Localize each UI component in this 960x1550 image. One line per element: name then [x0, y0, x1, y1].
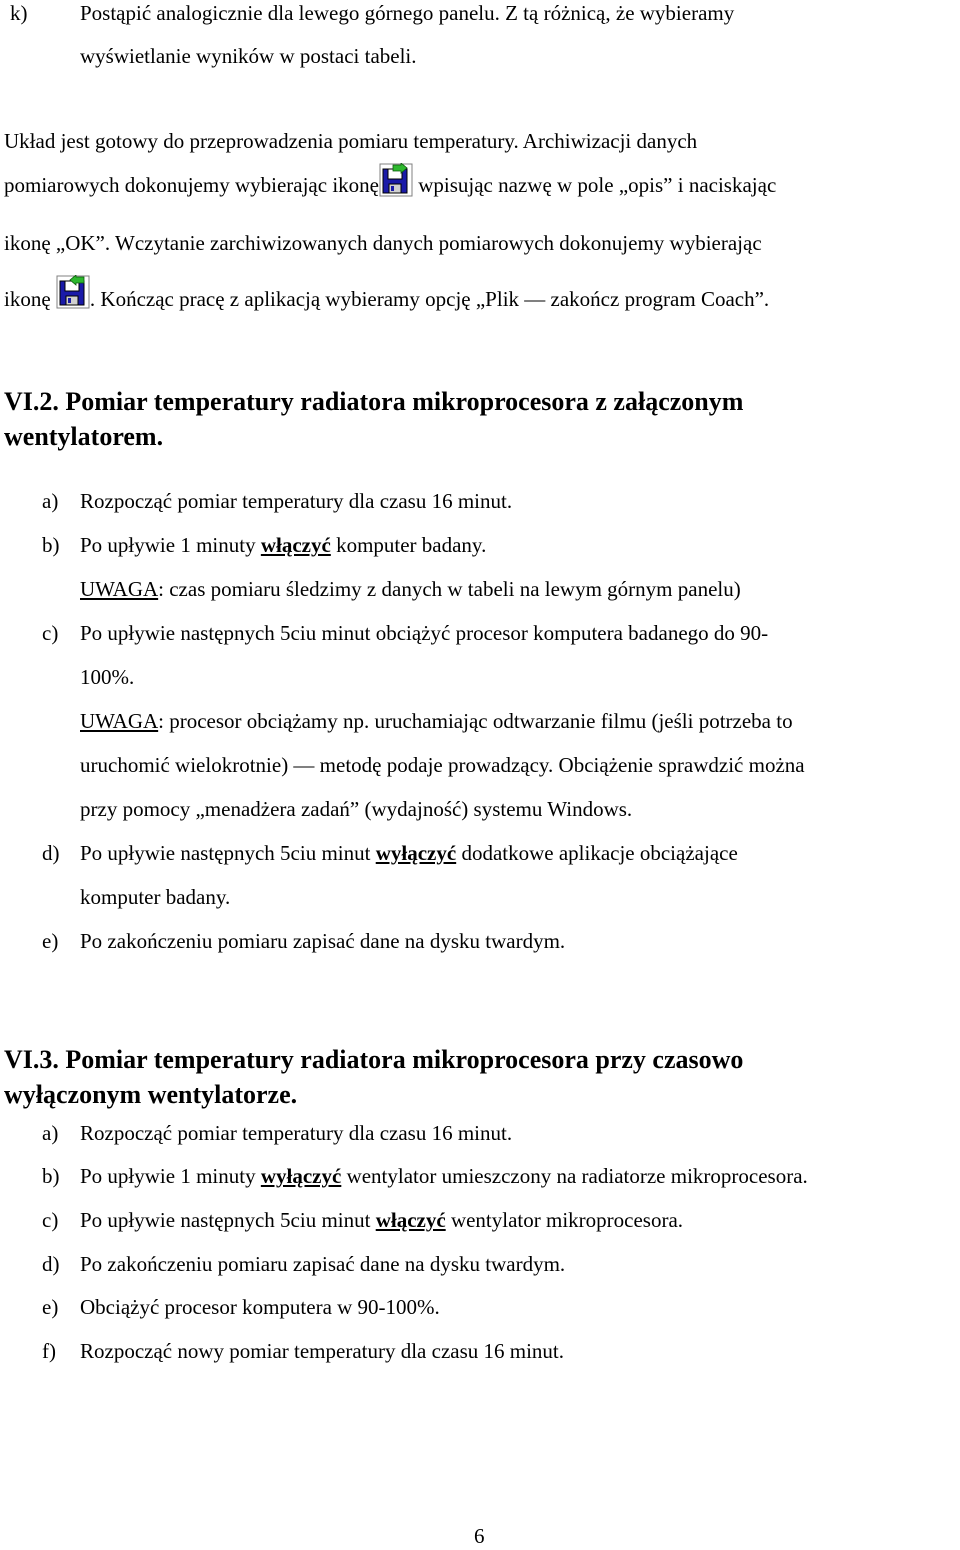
paragraph-line [4, 172, 776, 198]
note-text: : czas pomiaru śledzimy z danych w tabeli na lewym górnym panelu) [158, 577, 741, 601]
list-marker: e) [42, 929, 59, 953]
note-text: przy pomocy „menadżera zadań” (wydajność) systemu Windows. [80, 797, 633, 821]
paragraph-line [4, 286, 769, 312]
note-label: UWAGA [80, 577, 159, 601]
list-item-text [80, 532, 486, 558]
list-marker: c) [42, 621, 59, 645]
text: Po upływie następnych 5ciu minut [80, 841, 376, 865]
section-heading: VI.2. Pomiar temperatury radiatora mikroprocesora z załączonym [4, 387, 744, 416]
note-label: UWAGA [80, 709, 159, 733]
section-heading: wentylatorem. [4, 422, 164, 451]
list-item-text: wyświetlanie wyników w postaci tabeli. [80, 44, 417, 68]
list-item-text: Rozpocząć pomiar temperatury dla czasu 16 minut. [80, 489, 513, 513]
text: komputer badany. [330, 533, 487, 557]
text: dodatkowe aplikacje obciążające [456, 841, 738, 865]
note-text: : procesor obciążamy np. uruchamiając odtwarzanie filmu (jeśli potrzeba to [158, 709, 793, 733]
text: wentylator mikroprocesora. [445, 1208, 684, 1232]
list-item-text: Obciążyć procesor komputera w 90-100%. [80, 1295, 440, 1319]
list-item-text [80, 840, 738, 866]
note [80, 576, 741, 602]
text: Po upływie 1 minuty [80, 1164, 261, 1188]
page-number: 6 [474, 1524, 485, 1548]
list-marker: a) [42, 489, 59, 513]
list-item-text [80, 1163, 808, 1189]
paragraph-text: pomiarowych dokonujemy wybierając ikonę [4, 173, 379, 197]
text: Po upływie następnych 5ciu minut [80, 1208, 376, 1232]
list-item-text: Po zakończeniu pomiaru zapisać dane na dysku twardym. [80, 929, 566, 953]
list-item-text: Rozpocząć nowy pomiar temperatury dla czasu 16 minut. [80, 1339, 565, 1363]
emphasis: włączyć [375, 1208, 446, 1232]
floppy-load-icon [56, 275, 90, 309]
section-heading: wyłączonym wentylatorze. [4, 1080, 298, 1109]
list-item-text: 100%. [80, 665, 135, 689]
list-marker: b) [42, 533, 60, 557]
list-marker: e) [42, 1295, 59, 1319]
list-item-text: Postąpić analogicznie dla lewego górnego panelu. Z tą różnicą, że wybieramy [80, 1, 735, 25]
list-marker: b) [42, 1164, 60, 1188]
text: Po upływie 1 minuty [80, 533, 261, 557]
text: wentylator umieszczony na radiatorze mikroprocesora. [341, 1164, 808, 1188]
list-item-text: Po upływie następnych 5ciu minut obciążyć procesor komputera badanego do 90- [80, 621, 769, 645]
list-item-text: Rozpocząć pomiar temperatury dla czasu 16 minut. [80, 1121, 513, 1145]
list-marker: c) [42, 1208, 59, 1232]
paragraph-text: . Kończąc pracę z aplikacją wybieramy opcję „Plik — zakończ program Coach”. [89, 287, 770, 311]
list-marker: d) [42, 1252, 60, 1276]
list-marker: k) [10, 1, 28, 25]
list-marker: d) [42, 841, 60, 865]
emphasis: wyłączyć [260, 1164, 342, 1188]
list-item-text: komputer badany. [80, 885, 231, 909]
list-item-text: Po zakończeniu pomiaru zapisać dane na dysku twardym. [80, 1252, 566, 1276]
emphasis: wyłączyć [375, 841, 457, 865]
list-marker: f) [42, 1339, 56, 1363]
floppy-save-icon [379, 163, 413, 197]
paragraph-text: ikonę [4, 287, 51, 311]
note [80, 708, 793, 734]
paragraph-line: ikonę „OK”. Wczytanie zarchiwizowanych danych pomiarowych dokonujemy wybierając [4, 231, 762, 255]
section-heading: VI.3. Pomiar temperatury radiatora mikroprocesora przy czasowo [4, 1045, 744, 1074]
paragraph-text: wpisując nazwę w pole „opis” i naciskając [412, 173, 777, 197]
emphasis: włączyć [260, 533, 331, 557]
list-item-text [80, 1207, 683, 1233]
paragraph-line: Układ jest gotowy do przeprowadzenia pomiaru temperatury. Archiwizacji danych [4, 129, 698, 153]
note-text: uruchomić wielokrotnie) — metodę podaje prowadzący. Obciążenie sprawdzić można [80, 753, 805, 777]
list-marker: a) [42, 1121, 59, 1145]
